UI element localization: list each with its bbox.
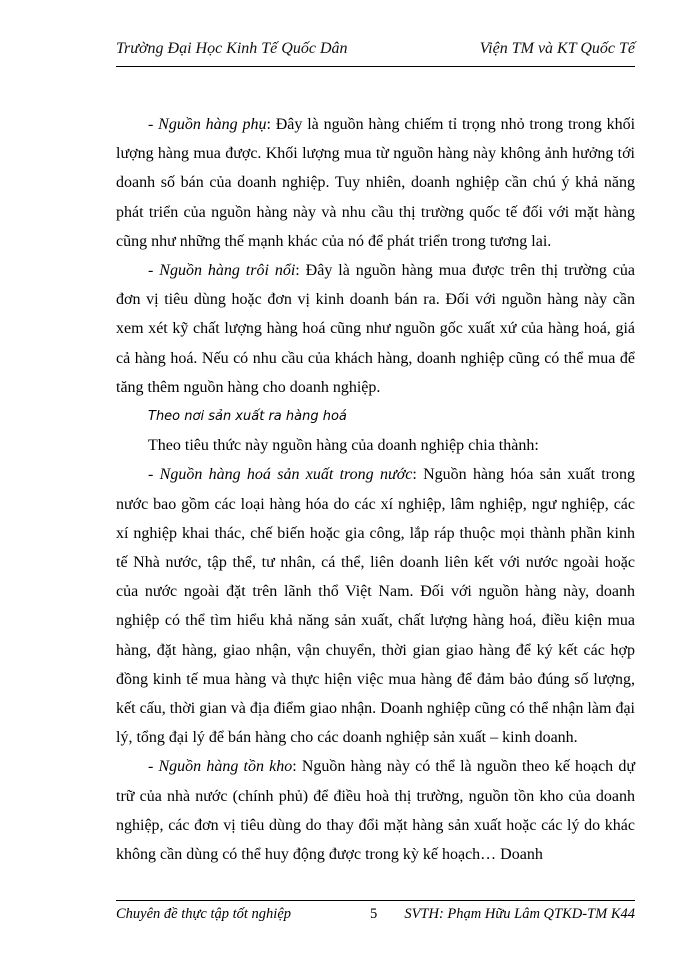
paragraph-nguon-hang-troi-noi — [116, 256, 635, 402]
paragraph-lead: - — [148, 758, 159, 776]
header-university: Trường Đại Học Kinh Tế Quốc Dân — [116, 40, 348, 57]
paragraph-lead: - — [148, 262, 160, 280]
page-number: 5 — [370, 906, 378, 922]
paragraph-body: : Đây là nguồn hàng mua được trên thị trường của đơn vị tiêu dùng hoặc đơn vị kinh doanh bán ra. Đối với nguồn hàng này cần xem xét kỹ chất lượng hàng hoá cũng như nguồn gốc xuất xứ của hàng hoá, giá cả hàng hoá. Nếu có nhu cầu của khách hàng, doanh nghiệp cũng có thể mua để tăng thêm nguồn hàng cho doanh nghiệp. — [116, 262, 636, 396]
document-body — [116, 110, 635, 869]
page-header — [116, 40, 635, 62]
paragraph-body: : Đây là nguồn hàng chiếm tỉ trọng nhỏ trong trong khối lượng hàng mua được. Khối lượng mua từ nguồn hàng này không ảnh hưởng tới doanh số bán của doanh nghiệp. Tuy nhiên, doanh nghiệp cần chú ý khả năng phát triển của nguồn hàng này và nhu cầu thị trường quốc tế đối với mặt hàng cũng như những thế mạnh khác của nó để phát triển trong tương lai. — [116, 116, 636, 250]
footer-report-title: Chuyên đề thực tập tốt nghiệp — [116, 906, 292, 922]
footer-divider — [116, 900, 635, 901]
paragraph-term: Nguồn hàng tồn kho — [158, 758, 293, 776]
paragraph-term: Nguồn hàng phụ — [158, 116, 267, 133]
paragraph-hang-san-xuat-trong-nuoc — [116, 460, 635, 752]
paragraph-term: Nguồn hàng trôi nổi — [159, 262, 296, 280]
paragraph-nguon-hang-ton-kho — [116, 752, 635, 869]
paragraph-body: : Nguồn hàng hóa sản xuất trong nước bao gồm các loại hàng hóa do các xí nghiệp, lâm nghiệp, ngư nghiệp, các xí nghiệp khai thác, chế biến hoặc gia công, lắp ráp thuộc mọi thành phần kinh tế Nhà nước, tập thể, tư nhân, cá thể, liên doanh liên kết với nước ngoài hoặc của nước ngoài đặt trên lãnh thổ Việt Nam. Đối với nguồn hàng này, doanh nghiệp có thể tìm hiểu khả năng sản xuất, chất lượng hàng hoá, điều kiện mua hàng, đặt hàng, giao nhận, vận chuyển, thời gian giao hàng để ký kết các hợp đồng kinh tế mua hàng và thực hiện việc mua hàng để đảm bảo đúng số lượng, kết cấu, thời gian và địa điểm giao nhận. Doanh nghiệp cũng có thể nhận làm đại lý, tổng đại lý để bán hàng cho các doanh nghiệp sản xuất – kinh doanh. — [116, 466, 636, 747]
paragraph-lead: - — [148, 116, 159, 133]
header-divider — [116, 66, 635, 67]
page-footer — [116, 906, 635, 926]
header-institute: Viện TM và KT Quốc Tế — [479, 40, 635, 57]
footer-student-info: SVTH: Phạm Hữu Lâm QTKD-TM K44 — [404, 906, 635, 922]
section-subheading: Theo nơi sản xuất ra hàng hoá — [148, 409, 347, 425]
paragraph-nguon-hang-phu — [116, 110, 635, 256]
section-intro: Theo tiêu thức này nguồn hàng của doanh nghiệp chia thành: — [148, 437, 539, 455]
paragraph-lead: - — [148, 466, 160, 484]
paragraph-body: : Nguồn hàng này có thể là nguồn theo kế hoạch dự trữ của nhà nước (chính phủ) để điều hoà thị trường, nguồn tồn kho của doanh nghiệp, các đơn vị tiêu dùng do thay đổi mặt hàng sản xuất hoặc các lý do khác không cần dùng có thể huy động được trong kỳ kế hoạch… Doanh — [116, 758, 636, 864]
paragraph-term: Nguồn hàng hoá sản xuất trong nước — [159, 466, 413, 484]
